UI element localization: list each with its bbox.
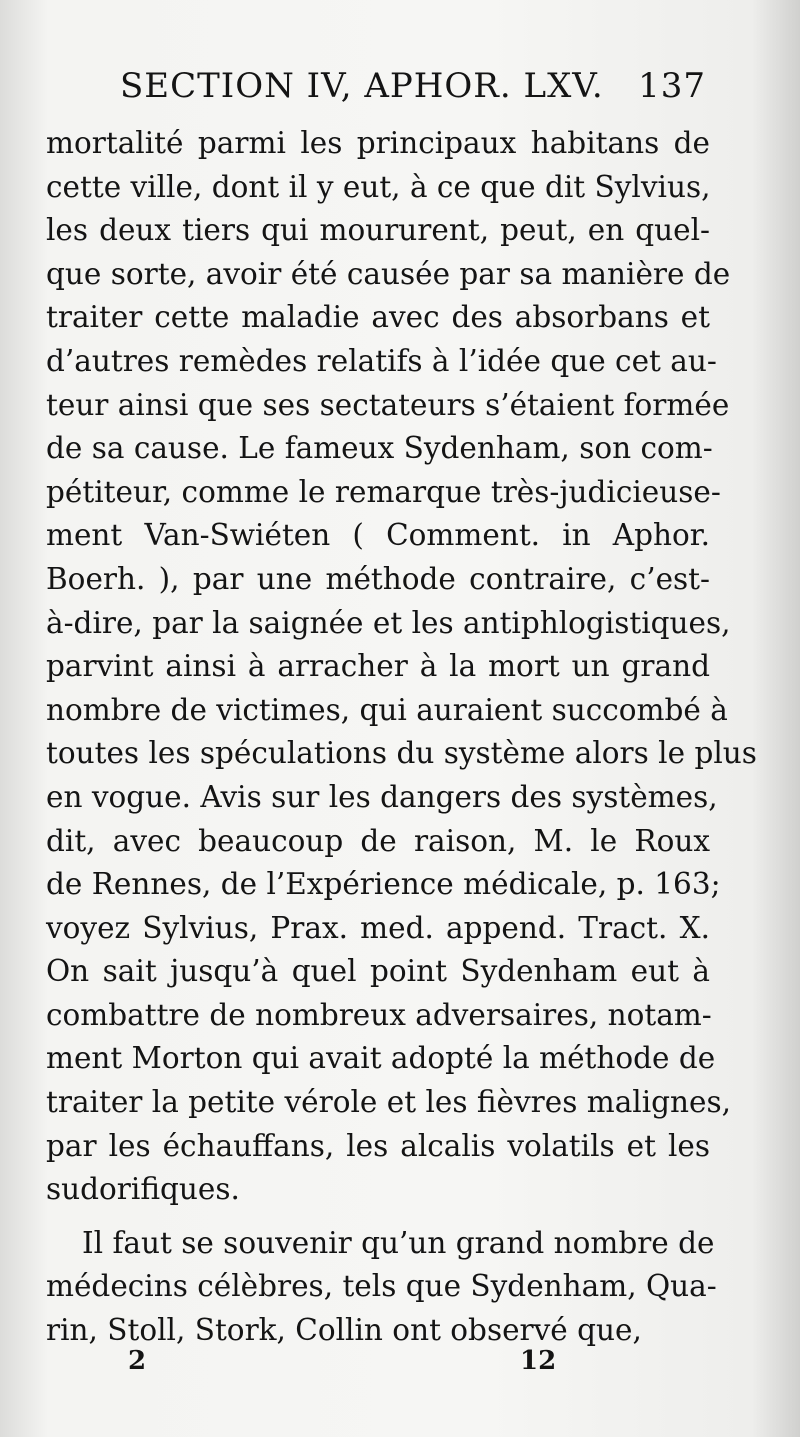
text-line: de sa cause. Le fameux Sydenham, son com- (46, 431, 713, 466)
text-line: rin, Stoll, Stork, Collin ont observé que, (46, 1313, 642, 1348)
signature-mark: 2 (128, 1346, 147, 1376)
text-line: par les échauffans, les alcalis volatils et les (46, 1128, 710, 1163)
text-line: Boerh. ), par une méthode contraire, c’est- (46, 561, 710, 596)
sheet-number: 12 (520, 1346, 557, 1376)
running-header (120, 66, 706, 118)
text-line: ment Van-Swiéten ( Comment. in Aphor. (46, 518, 710, 553)
text-line: dit, avec beaucoup de raison, M. le Roux (46, 823, 710, 858)
text-line: que sorte, avoir été causée par sa manière de (46, 256, 731, 291)
running-title: SECTION IV, APHOR. LXV. (120, 66, 604, 106)
text-line: en vogue. Avis sur les dangers des systèmes, (46, 779, 718, 814)
text-line: sudorifiques. (46, 1172, 240, 1207)
page-number: 137 (638, 66, 706, 106)
text-line: On sait jusqu’à quel point Sydenham eut à (46, 954, 710, 989)
text-line: traiter cette maladie avec des absorbans et (46, 300, 710, 335)
text-line: pétiteur, comme le remarque très-judicieuse- (46, 474, 721, 509)
text-line: teur ainsi que ses sectateurs s’étaient formée (46, 387, 730, 422)
paragraph-2 (46, 1222, 717, 1353)
text-line: à-dire, par la saignée et les antiphlogistiques, (46, 605, 731, 640)
text-line: médecins célèbres, tels que Sydenham, Qua- (46, 1269, 717, 1304)
text-line: parvint ainsi à arracher à la mort un grand (46, 649, 710, 684)
text-line: les deux tiers qui moururent, peut, en quel- (46, 213, 710, 248)
text-line: toutes les spéculations du système alors le plus (46, 736, 757, 771)
text-line: traiter la petite vérole et les fièvres malignes, (46, 1085, 732, 1120)
paragraph-1 (46, 122, 757, 1212)
text-line: de Rennes, de l’Expérience médicale, p. 163; (46, 867, 721, 902)
text-line: ment Morton qui avait adopté la méthode de (46, 1041, 716, 1076)
text-line: nombre de victimes, qui auraient succombé à (46, 692, 728, 727)
text-line: Il faut se souvenir qu’un grand nombre de (82, 1225, 715, 1260)
text-line: cette ville, dont il y eut, à ce que dit Sylvius, (46, 169, 711, 204)
text-line: combattre de nombreux adversaires, notam- (46, 997, 712, 1032)
text-line: mortalité parmi les principaux habitans de (46, 126, 710, 160)
page-footer (0, 1346, 800, 1386)
body-text (46, 122, 757, 1353)
text-line: d’autres remèdes relatifs à l’idée que cet au- (46, 343, 717, 378)
text-line: voyez Sylvius, Prax. med. append. Tract. X. (46, 910, 710, 945)
